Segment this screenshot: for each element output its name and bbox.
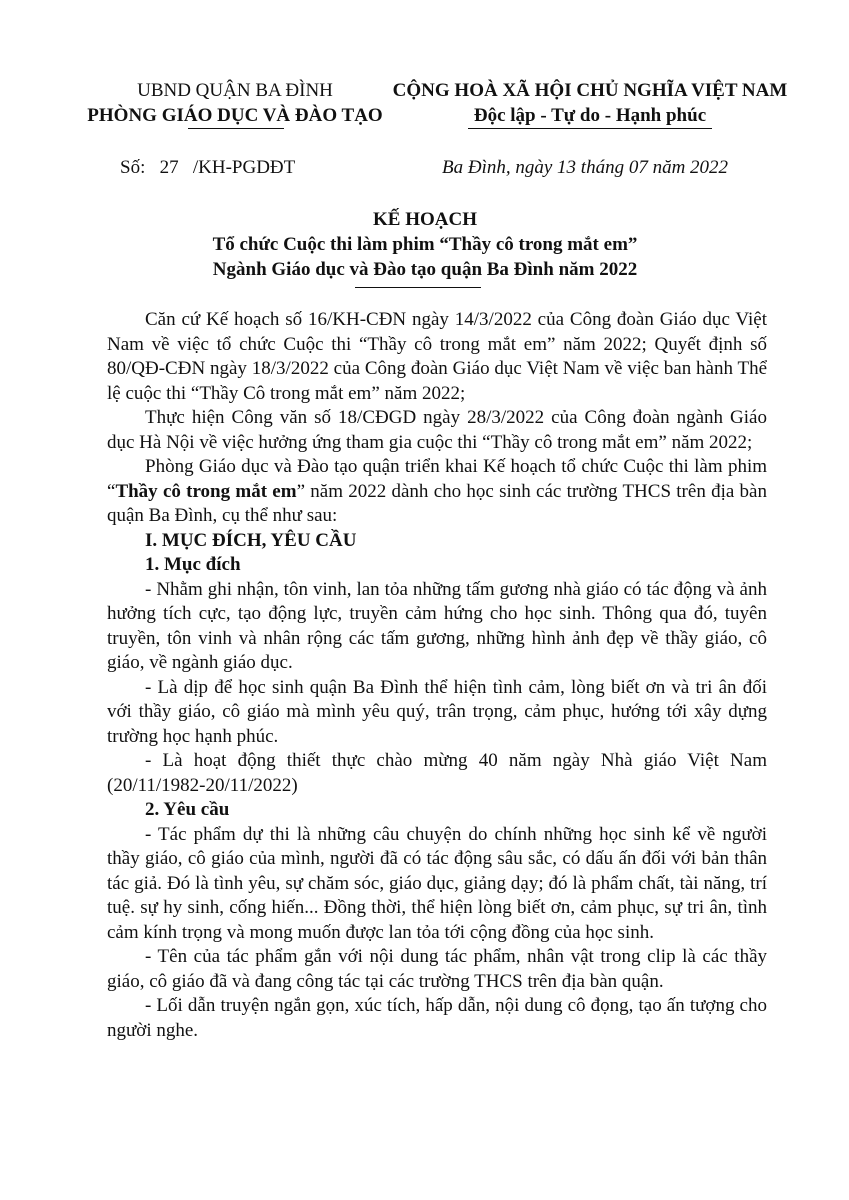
purpose-item-2: - Là dịp để học sinh quận Ba Đình thể hiện tình cảm, lòng biết ơn và tri ân đối với thầy giáo, cô giáo mà mình yêu quý, trân trọng, cảm phục, hướng tới xây dựng trường học hạnh phúc. [107,676,767,747]
document-title [80,207,770,282]
paragraph-legal-basis: Căn cứ Kế hoạch số 16/KH-CĐN ngày 14/3/2022 của Công đoàn Giáo dục Việt Nam về việc tổ chức Cuộc thi “Thầy cô trong mắt em” năm 2022; Quyết định số 80/QĐ-CĐN ngày 18/3/2022 của Công đoàn Giáo dục Việt Nam về việc ban hành Thể lệ cuộc thi “Thầy Cô trong mắt em” năm 2022; [107,309,767,404]
paragraph-implementation: Thực hiện Công văn số 18/CĐGD ngày 28/3/2022 của Công đoàn ngành Giáo dục Hà Nội về việc hưởng ứng tham gia cuộc thi “Thầy cô trong mắt em” năm 2022; [107,407,767,453]
requirement-item-1: - Tác phẩm dự thi là những câu chuyện do chính những học sinh kể về người thầy giáo, cô giáo của mình, người đã có tác động sâu sắc, có dấu ấn đối với bản thân tác giả. Đó là tình yêu, sự chăm sóc, giáo dục, giảng dạy; đó là phẩm chất, tài năng, trí tuệ. sự hy sinh, cống hiến... Đồng thời, thể hiện lòng biết ơn, cảm phục, sự tri ân, tình cảm kính trọng và mong muốn được lan tỏa tới cộng đồng của học sinh. [107,823,767,943]
subheading-requirements: 2. Yêu cầu [145,799,230,820]
nation-line-2: Độc lập - Tự do - Hạnh phúc [473,105,707,126]
plan-intro-text-1: Phòng Giáo dục và Đào tạo quận triển khai Kế hoạch tổ chức Cuộc thi làm phim “ [107,456,767,502]
title-underline [355,287,481,288]
section-heading-1: I. MỤC ĐÍCH, YÊU CẦU [145,529,357,551]
agency-underline [188,128,284,129]
doc-number-suffix: /KH-PGDĐT [192,157,296,178]
agency-line-1: UBND QUẬN BA ĐÌNH [137,80,333,101]
title-line-3: Ngành Giáo dục và Đào tạo quận Ba Đình năm 2022 [212,259,638,280]
title-line-1: KẾ HOẠCH [373,209,477,230]
motto-underline [468,128,712,129]
issuing-agency [80,78,390,128]
plan-intro-text-2: ” năm 2022 dành cho học sinh các trường THCS trên địa bàn quận Ba Đình, cụ thể như sau: [107,480,767,526]
requirement-item-3: - Lối dẫn truyện ngắn gọn, xúc tích, hấp dẫn, nội dung cô đọng, tạo ấn tượng cho người nghe. [107,995,767,1041]
purpose-item-3: - Là hoạt động thiết thực chào mừng 40 năm ngày Nhà giáo Việt Nam (20/11/1982-20/11/2022) [107,750,767,796]
national-motto [390,78,790,128]
place-date: Ba Đình, ngày 13 tháng 07 năm 2022 [442,157,729,178]
document-number [120,157,295,179]
agency-line-2: PHÒNG GIÁO DỤC VÀ ĐÀO TẠO [87,105,383,126]
document-body [107,308,767,1043]
requirement-item-2: - Tên của tác phẩm gắn với nội dung tác phẩm, nhân vật trong clip là các thầy giáo, cô giáo đã và đang công tác tại các trường THCS trên địa bàn quận. [107,946,767,992]
purpose-item-1: - Nhằm ghi nhận, tôn vinh, lan tỏa những tấm gương nhà giáo có tác động và ảnh hưởng tích cực, tạo động lực, truyền cảm hứng cho học sinh. Thông qua đó, tuyên truyền, tôn vinh và nhân rộng các tấm gương, những hình ảnh đẹp về thầy giáo, cô giáo, về ngành giáo dục. [107,578,767,673]
subheading-purpose: 1. Mục đích [145,554,241,575]
doc-number-value: 27 [159,157,179,178]
doc-number-prefix: Số: [120,157,146,178]
nation-line-1: CỘNG HOÀ XÃ HỘI CHỦ NGHĨA VIỆT NAM [392,80,788,101]
paragraph-plan-intro [107,455,767,529]
title-line-2: Tổ chức Cuộc thi làm phim “Thầy cô trong mắt em” [212,234,638,255]
contest-name: Thầy cô trong mắt em [115,480,297,502]
